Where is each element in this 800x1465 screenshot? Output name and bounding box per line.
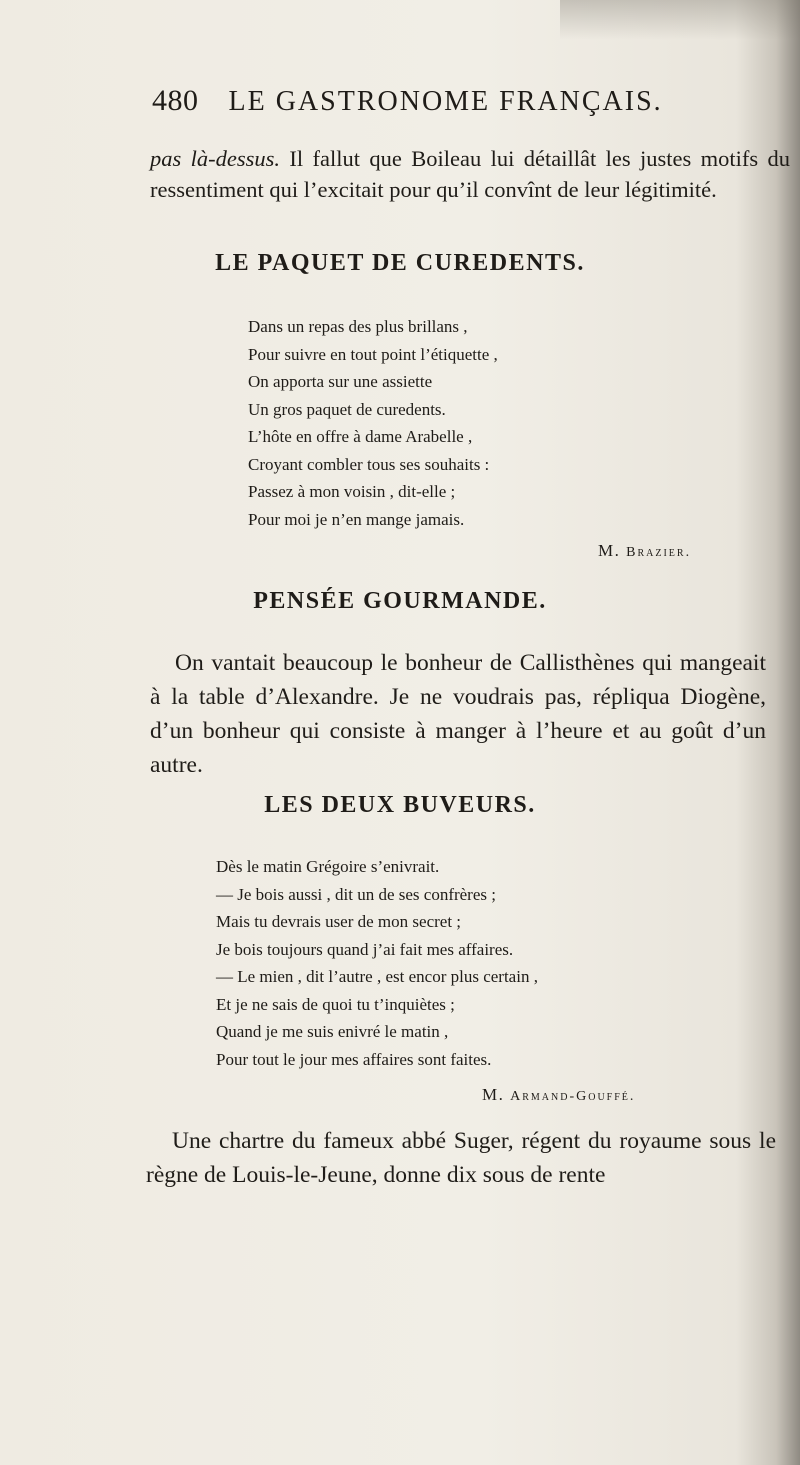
verse-line: Croyant combler tous ses souhaits : <box>248 454 490 474</box>
section-title-pensee: PENSÉE GOURMANDE. <box>253 588 547 614</box>
signature-name: Brazier. <box>626 545 692 560</box>
verse-line: Pour suivre en tout point l’étiquette , <box>248 344 498 364</box>
verse-line: On apporta sur une assiette <box>248 372 433 391</box>
verse-line: Dans un repas des plus brillans , <box>248 317 468 336</box>
verse-line: Un gros paquet de curedents. <box>248 399 446 419</box>
verse-line: Pour tout le jour mes affaires sont faites. <box>216 1049 492 1069</box>
signature-brazier <box>598 541 691 561</box>
section-title-curedents: LE PAQUET DE CUREDENTS. <box>215 250 585 276</box>
signature-name: Armand-Gouffé. <box>510 1089 636 1104</box>
verse-line: Quand je me suis enivré le matin , <box>216 1022 449 1041</box>
verse-line: Mais tu devrais user de mon secret ; <box>216 912 462 931</box>
running-title: LE GASTRONOME FRANÇAIS. <box>228 86 663 117</box>
signature-prefix: M. <box>598 541 621 560</box>
page-shadow <box>560 0 800 40</box>
intro-italic: pas là-dessus. <box>150 146 281 171</box>
signature-prefix: M. <box>482 1085 505 1104</box>
verse-line: Passez à mon voisin , dit-elle ; <box>248 482 456 501</box>
verse-line: Et je ne sais de quoi tu t’inquiètes ; <box>216 994 455 1014</box>
verse-line: Je bois toujours quand j’ai fait mes affaires. <box>216 939 514 959</box>
verse-line: L’hôte en offre à dame Arabelle , <box>248 427 473 446</box>
poem-curedents <box>248 313 768 533</box>
intro-text: Il fallut que Boileau lui détaillât les justes motifs du ressentiment qui l’excitait pour qu’il convînt de leur légitimité. <box>150 146 790 202</box>
section-title-buveurs: LES DEUX BUVEURS. <box>264 792 536 818</box>
closing-paragraph: Une chartre du fameux abbé Suger, régent du royaume sous le règne de Louis-le-Jeune, donne dix sous de rente <box>146 1128 776 1188</box>
poem-buveurs <box>216 853 736 1073</box>
intro-paragraph <box>150 143 790 205</box>
page-header <box>152 84 672 124</box>
verse-line: — Le mien , dit l’autre , est encor plus certain , <box>216 967 538 986</box>
pensee-paragraph: On vantait beaucoup le bonheur de Callisthènes qui mangeait à la table d’Alexandre. Je ne voudrais pas, répliqua Diogène, d’un bonheur qui consiste à manger à l’heure et au goût d’un autre. <box>150 650 766 778</box>
verse-line: Pour moi je n’en mange jamais. <box>248 509 465 529</box>
verse-line: — Je bois aussi , dit un de ses confrères ; <box>216 884 496 904</box>
page-number: 480 <box>152 84 199 117</box>
signature-armand-gouffe <box>482 1085 635 1105</box>
verse-line: Dès le matin Grégoire s’enivrait. <box>216 857 440 876</box>
